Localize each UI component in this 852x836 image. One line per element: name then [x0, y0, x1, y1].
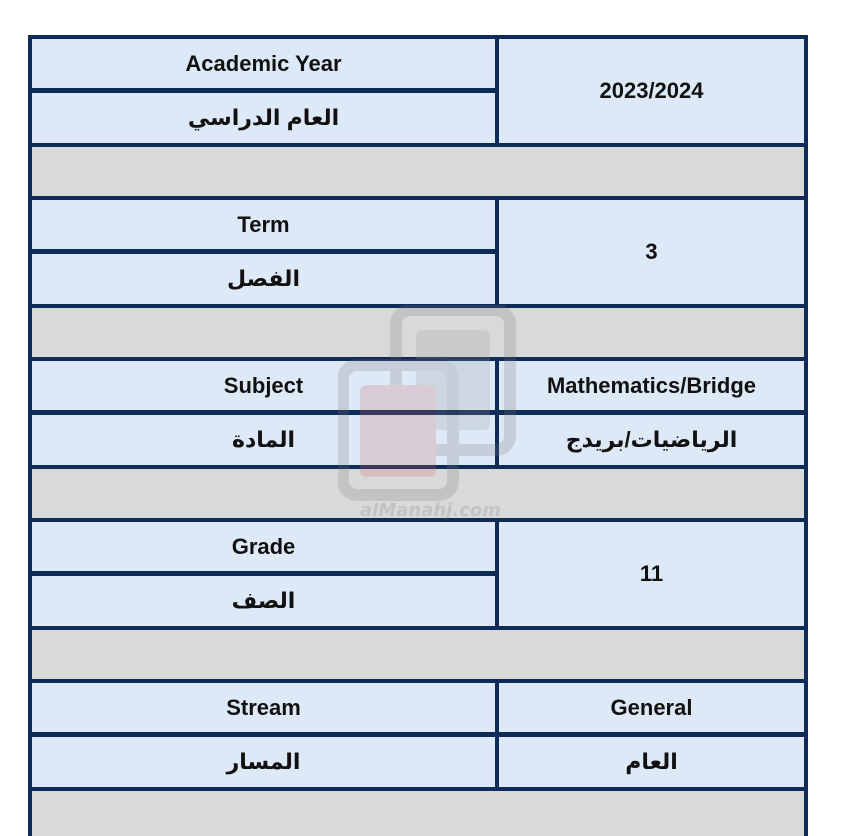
subject-label-en: Subject [32, 361, 495, 410]
term-label-ar: الفصل [32, 254, 495, 304]
separator-row [32, 147, 804, 196]
info-table [28, 35, 808, 836]
academic-year-label-en: Academic Year [32, 39, 495, 88]
stream-value-en: General [499, 683, 804, 732]
stream-label-ar: المسار [32, 737, 495, 787]
watermark-text: alManahj.com [360, 500, 501, 521]
stream-value-ar: العام [499, 737, 804, 787]
academic-year-label-ar: العام الدراسي [32, 93, 495, 143]
grade-value: 11 [499, 522, 804, 626]
term-label-en: Term [32, 200, 495, 249]
subject-label-ar: المادة [32, 415, 495, 465]
stream-label-en: Stream [32, 683, 495, 732]
grade-label-ar: الصف [32, 576, 495, 626]
separator-row [32, 308, 804, 357]
separator-row [32, 630, 804, 679]
subject-value-en: Mathematics/Bridge [499, 361, 804, 410]
separator-row [32, 791, 804, 836]
grade-label-en: Grade [32, 522, 495, 571]
academic-year-value: 2023/2024 [499, 39, 804, 143]
subject-value-ar: الرياضيات/بريدج [499, 415, 804, 465]
term-value: 3 [499, 200, 804, 304]
